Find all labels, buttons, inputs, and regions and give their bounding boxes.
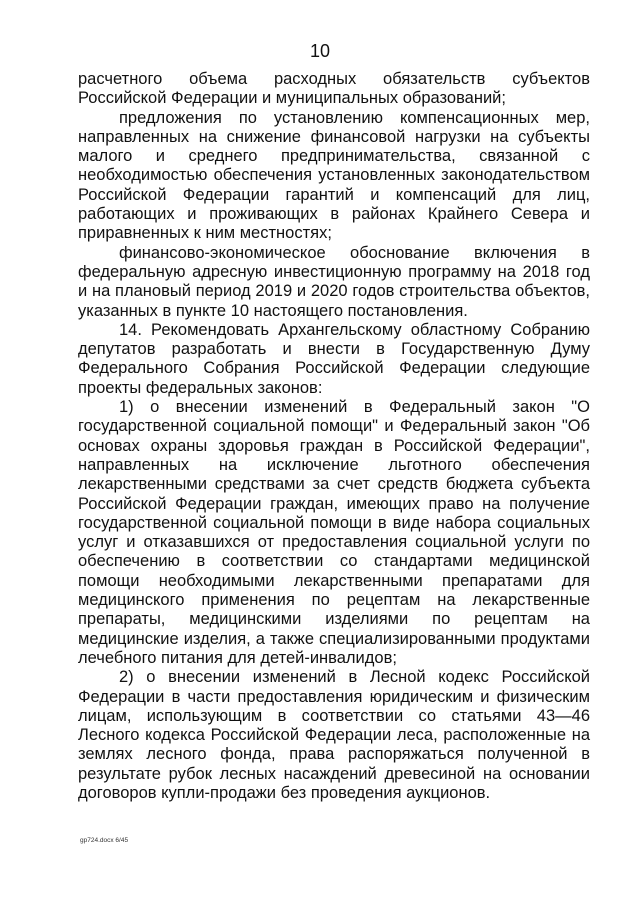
- paragraph-compensation-measures: предложения по установлению компенсационных мер, направленных на снижение финансовой нагрузки на субъекты малого и среднего предпринимательства, связанной с необходимостью обеспечения установленных законодательством Российской Федерации гарантий и компенсаций для лиц, работающих и проживающих в районах Крайнего Севера и приравненных к ним местностях;: [78, 108, 590, 243]
- paragraph-continuation: расчетного объема расходных обязательств субъектов Российской Федерации и муниципальных образований;: [78, 70, 590, 108]
- page-number: 10: [309, 41, 331, 61]
- paragraph-subitem-1: 1) о внесении изменений в Федеральный закон "О государственной социальной помощи" и Федеральный закон "Об основах охраны здоровья граждан в Российской Федерации", направленных на исключение льготного обеспечения лекарственными средствами за счет средств бюджета субъекта Российской Федерации граждан, имеющих право на получение государственной социальной помощи в виде набора социальных услуг и отказавшихся от предоставления социальной услуги по обеспечению в соответствии со стандартами медицинской помощи необходимыми лекарственными препаратами для медицинского применения по рецептам на лекарственные препараты, медицинскими изделиями по рецептам на медицинские изделия, а также специализированными продуктами лечебного питания для детей-инвалидов;: [78, 398, 590, 667]
- paragraph-subitem-2: 2) о внесении изменений в Лесной кодекс Российской Федерации в части предоставления юридическим и физическим лицам, использующим в соответствии со статьями 43—46 Лесного кодекса Российской Федерации леса, расположенные на землях лесного фонда, права распоряжаться полученной в результате рубок лесных насаждений древесиной на основании договоров купли-продажи без проведения аукционов.: [78, 668, 590, 802]
- paragraph-investment-program: финансово-экономическое обоснование включения в федеральную адресную инвестиционную программу на 2018 год и на плановый период 2019 и 2020 годов строительства объектов, указанных в пункте 10 настоящего постановления.: [78, 243, 590, 320]
- footer-file-info: gp724.docx 6/45: [80, 837, 129, 844]
- document-body: [78, 70, 590, 803]
- paragraph-item-14: 14. Рекомендовать Архангельскому областному Собранию депутатов разработать и внести в Государственную Думу Федерального Собрания Российской Федерации следующие проекты федеральных законов:: [78, 320, 590, 397]
